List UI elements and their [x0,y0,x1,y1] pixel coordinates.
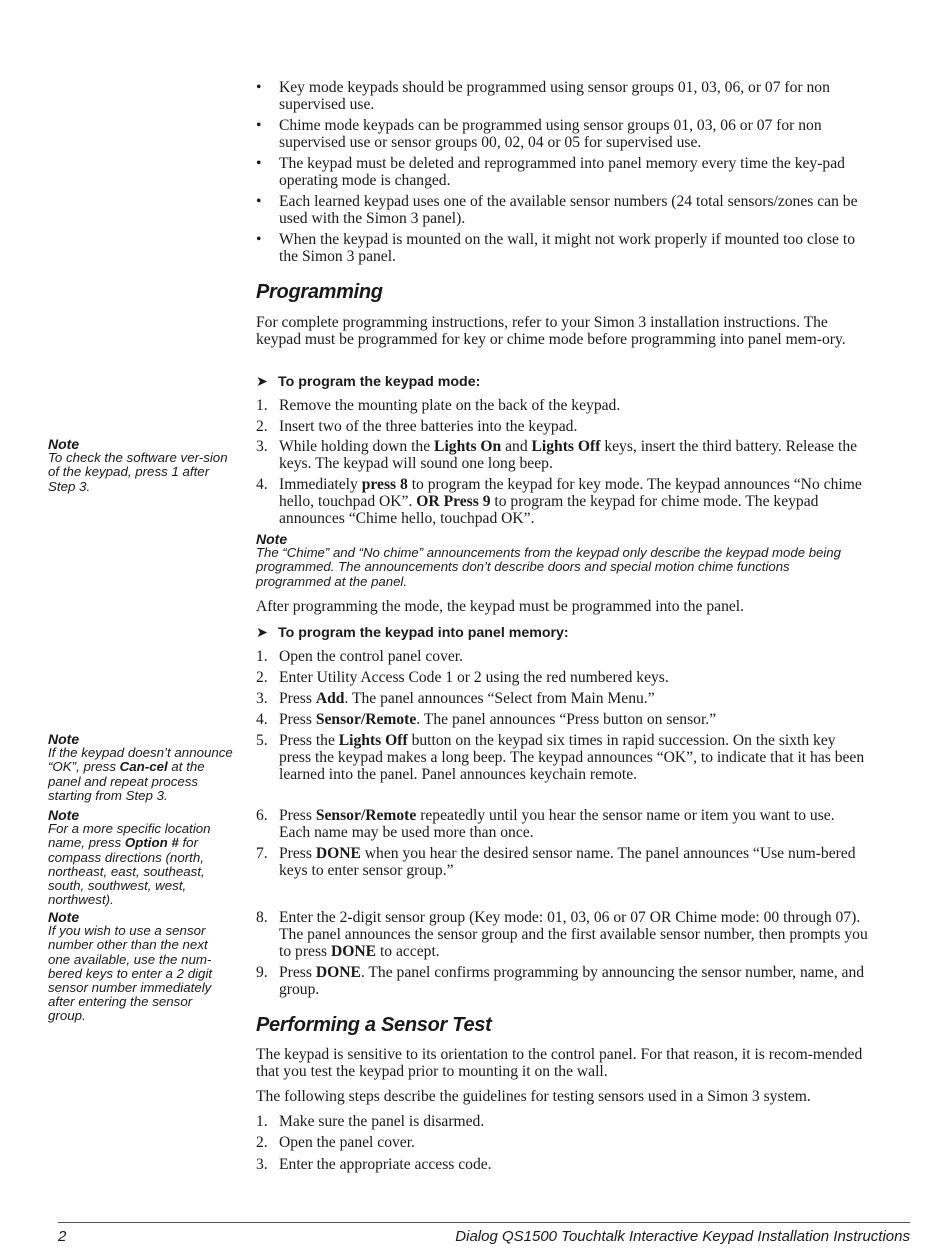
step-text: Enter the 2-digit sensor group (Key mode: 01, 03, 06 or 07 OR Chime mode: 00 through 07). The panel announces the sensor group and the first available sensor number, then prompts you to press DONE to accept. [279,909,868,960]
step-text: Open the panel cover. [279,1134,415,1151]
bullet-text: Chime mode keypads can be programmed using sensor groups 01, 03, 06 or 07 for non supervised use or sensor groups 00, 02, 04 or 05 for supervised use. [279,117,822,151]
note-label: Note [48,807,80,823]
step-text: While holding down the Lights On and Lights Off keys, insert the third battery. Release the keys. The keypad will sound one long beep. [279,438,858,472]
note-text: The “Chime” and “No chime” announcements from the keypad only describe the keypad mode being programmed. The announcements don’t describe doors and special motion chime functions programmed at the panel. [256,545,841,589]
note-label: Note [48,909,80,925]
note-text: For a more specific location name, press Option # for compass directions (north, northeast, east, southeast, south, southwest, west, northwest). [48,821,211,908]
note-label: Note [48,731,80,747]
arrow-right-icon: ➤ [256,625,268,641]
step-text: Remove the mounting plate on the back of the keypad. [279,397,621,414]
step-text: Open the control panel cover. [279,648,464,665]
task-title: To program the keypad into panel memory: [278,625,569,641]
sensor-test-paragraph: The keypad is sensitive to its orientation to the control panel. For that reason, it is recom-mended that you test the keypad prior to mounting it on the wall. [256,1046,863,1080]
section-heading-sensor-test: Performing a Sensor Test [256,1014,492,1036]
bullet-icon: • [256,231,262,248]
note-label: Note [256,531,288,547]
bullet-icon: • [256,155,262,172]
after-mode-text: After programming the mode, the keypad must be programmed into the panel. [256,598,745,615]
side-note [48,910,233,1024]
note-text: To check the software ver-sion of the keypad, press 1 after Step 3. [48,450,228,494]
note-text: If you wish to use a sensor number other than the next one available, use the num-bered keys to enter a 2 digit sensor number immediately after entering the sensor group. [48,923,213,1024]
side-note [48,437,233,494]
step-text: Make sure the panel is disarmed. [279,1113,485,1130]
step-text: Press Sensor/Remote repeatedly until you hear the sensor name or item you want to use. Each name may be used more than once. [279,807,835,841]
step-text: Press DONE. The panel confirms programming by announcing the sensor number, name, and group. [279,964,865,998]
step-text: Press DONE when you hear the desired sensor name. The panel announces “Use num-bered keys to enter sensor group.” [279,845,856,879]
footer-divider [58,1222,910,1223]
side-note [48,732,233,803]
sensor-test-paragraph: The following steps describe the guidelines for testing sensors used in a Simon 3 system. [256,1088,811,1105]
step-text: Press the Lights Off button on the keypad six times in rapid succession. On the sixth key press the keypad makes a long beep. The keypad announces “OK”, to indicate that it has been learned into the panel. Panel announces keychain remote. [279,732,865,783]
bullet-icon: • [256,193,262,210]
task-heading-panel-memory [256,625,569,641]
note-label: Note [48,436,80,452]
inline-note [256,532,866,589]
section-heading-programming: Programming [256,281,383,303]
task-title: To program the keypad mode: [278,374,481,390]
task-heading-keypad-mode [256,374,480,390]
bullet-icon: • [256,79,262,96]
programming-intro: For complete programming instructions, refer to your Simon 3 installation instructions. The keypad must be programmed for key or chime mode before programming into panel mem-ory. [256,314,846,348]
bullet-icon: • [256,117,262,134]
page-number: 2 [58,1228,67,1245]
arrow-right-icon: ➤ [256,374,268,390]
bullet-text: When the keypad is mounted on the wall, it might not work properly if mounted too close to the Simon 3 panel. [279,231,855,265]
step-text: Enter the appropriate access code. [279,1156,492,1173]
step-text: Press Sensor/Remote. The panel announces “Press button on sensor.” [279,711,717,728]
bullet-text: Each learned keypad uses one of the available sensor numbers (24 total sensors/zones can be used with the Simon 3 panel). [279,193,858,227]
side-note [48,808,233,907]
step-text: Press Add. The panel announces “Select from Main Menu.” [279,690,655,707]
note-text: If the keypad doesn’t announce “OK”, press Can-cel at the panel and repeat process starting from Step 3. [48,745,233,803]
step-text: Immediately press 8 to program the keypad for key mode. The keypad announces “No chime hello, touchpad OK”. OR Press 9 to program the keypad for chime mode. The keypad announces “Chime hello, touchpad OK”. [279,476,862,527]
bullet-text: The keypad must be deleted and reprogrammed into panel memory every time the key-pad operating mode is changed. [279,155,845,189]
footer-doc-title: Dialog QS1500 Touchtalk Interactive Keypad Installation Instructions [455,1228,910,1245]
bullet-text: Key mode keypads should be programmed using sensor groups 01, 03, 06, or 07 for non supervised use. [279,79,830,113]
step-text: Enter Utility Access Code 1 or 2 using the red numbered keys. [279,669,669,686]
step-text: Insert two of the three batteries into the keypad. [279,418,578,435]
